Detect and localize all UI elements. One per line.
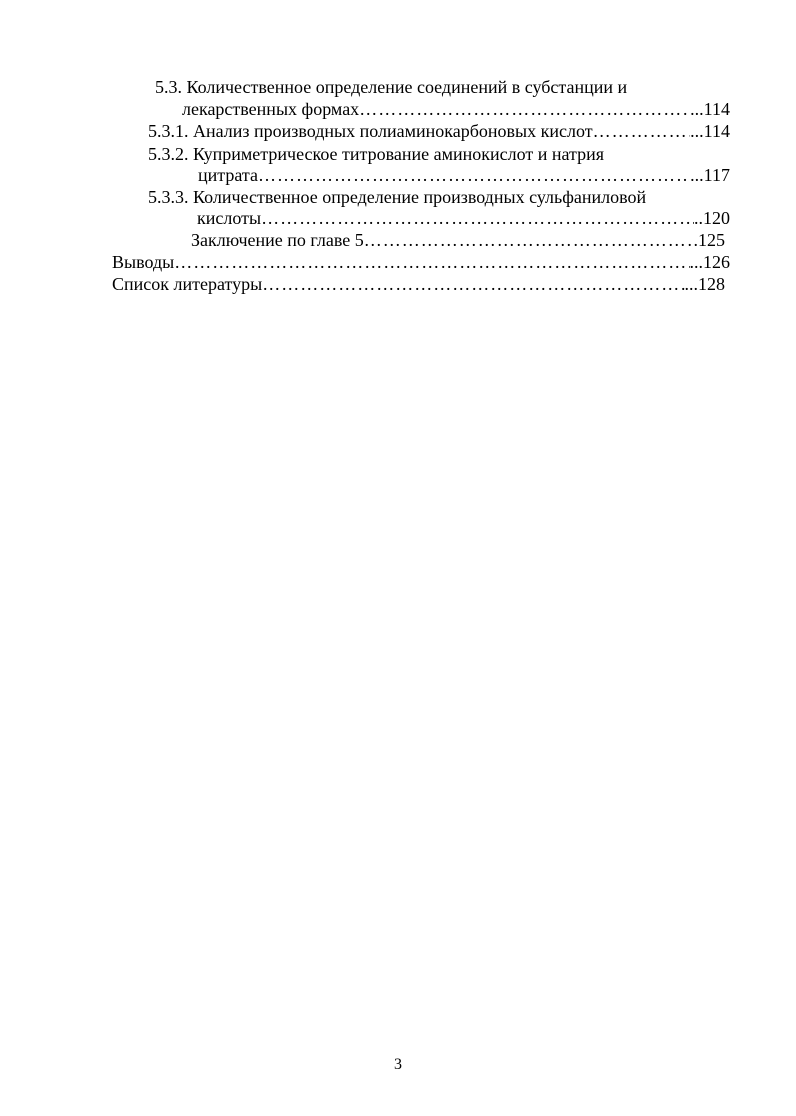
toc-entry-5-3-line2 (182, 98, 730, 120)
dot-leader (258, 164, 690, 186)
toc-entry-5-3-2-line2 (198, 164, 730, 186)
toc-entry-findings (112, 251, 730, 273)
dot-leader (262, 273, 684, 295)
toc-entry-text: кислоты (197, 208, 262, 228)
dot-leader (593, 120, 691, 142)
toc-page-number: ...128 (684, 274, 725, 294)
toc-entry-5-3-line1: 5.3. Количественное определение соединений в субстанции и (155, 77, 628, 97)
toc-entry-references (112, 273, 725, 295)
dot-leader (174, 251, 689, 273)
toc-entry-conclusion (191, 229, 725, 251)
toc-entry-text: Список литературы (112, 274, 263, 294)
dot-leader (261, 207, 694, 229)
toc-page-number: ..120 (694, 208, 730, 228)
toc-entry-text: лекарственных формах (182, 99, 360, 119)
toc-page-number: ...117 (690, 165, 730, 185)
toc-page-number: ...126 (689, 252, 730, 272)
page-number: 3 (394, 1056, 402, 1073)
toc-entry-5-3-3-line2 (197, 207, 730, 229)
toc-page-number: ...114 (690, 99, 730, 119)
toc-entry-text: Заключение по главе 5 (191, 230, 364, 250)
dot-leader (359, 98, 690, 120)
toc-page-number: ...114 (690, 121, 730, 141)
toc-entry-5-3-3-line1: 5.3.3. Количественное определение производных сульфаниловой (148, 187, 647, 207)
toc-page-number: .125 (693, 230, 725, 250)
toc-entry-5-3-2-line1: 5.3.2. Куприметрическое титрование аминокислот и натрия (148, 144, 605, 164)
toc-entry-text: цитрата (198, 165, 258, 185)
toc-entry-5-3-1 (148, 120, 730, 142)
toc-entry-text: Выводы (112, 252, 175, 272)
dot-leader (364, 229, 694, 251)
toc-entry-text: 5.3.1. Анализ производных полиаминокарбоновых кислот (148, 121, 593, 141)
